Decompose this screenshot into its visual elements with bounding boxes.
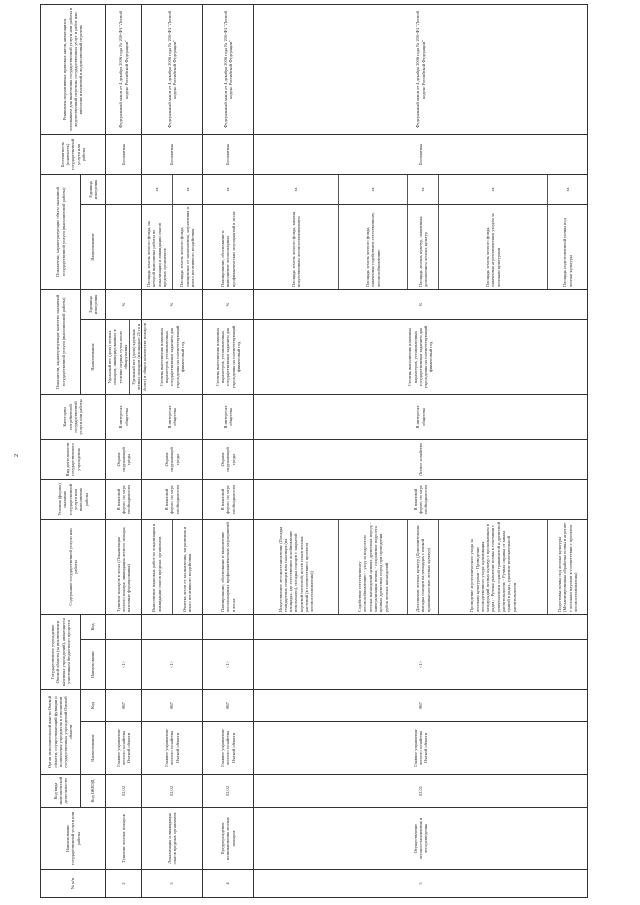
okved-code: 02.02: [106, 775, 142, 808]
header-institution-code: Код: [81, 614, 106, 639]
volume-indicator-cell: [142, 204, 203, 289]
quality-indicator-cell: [203, 319, 254, 394]
free-of-charge: Бесплатная: [203, 134, 254, 174]
volume-unit: га: [225, 187, 231, 192]
header-institution-name: Наименование: [81, 639, 106, 689]
authority-name: Главное управление лесного хозяйства Омской области: [254, 722, 588, 775]
header-conditions: Условия (формы) оказания государственной услуги или выполнения работы: [41, 479, 106, 519]
quality-unit: %: [142, 289, 203, 319]
consumer-category: В интересах общества: [142, 394, 203, 439]
volume-unit: га: [172, 175, 203, 204]
conditions: В плановой форме; по мере необходимости: [142, 479, 203, 519]
volume-indicator: Площадь земель лесного фонда, охваченная содействием естественному лесовозобновлению: [338, 205, 407, 289]
header-service-name: Наименование государственной услуги или работы: [41, 808, 106, 870]
header-authority: Орган исполнительной власти Омской области, осуществляющий функции и полномочия учредителя в отношении государственных учреждений Омской области: [41, 689, 81, 774]
activity-type: Охрана окружающей среды: [142, 439, 203, 479]
header-okved-code: Код ОКВЭД: [81, 775, 106, 808]
content-item: Планирование, обоснование и выполнение лесопожарных профилактических мероприятий в лесах: [220, 522, 236, 612]
volume-indicator: Площадь подготовленной почвы под лесные культуры: [547, 205, 587, 289]
volume-unit-cell: [106, 174, 142, 204]
content-item-cell: [254, 519, 588, 614]
free-of-charge: Бесплатная: [254, 134, 588, 174]
content-item-cell: [142, 519, 203, 614]
institution-name: <1>: [254, 639, 588, 689]
volume-unit-cell: [142, 174, 203, 204]
quality-indicator: Степень выполнения плановых параметров, установленных государственным заданием для учреждения на соответствующий финансовый год: [158, 325, 185, 389]
volume-indicator: Площадь земель лесного фонда, на которой выполнены работы по локализации и ликвидации очагов вредных организмов: [146, 221, 168, 287]
row-number: 4: [203, 870, 254, 898]
volume-unit: га: [338, 175, 407, 204]
service-name: Локализация и ликвидация очагов вредных организмов: [142, 808, 203, 870]
legal-acts: Федеральный закон от 4 декабря 2006 года № 200-ФЗ "Лесной кодекс Российской Федерации": [203, 4, 254, 134]
free-of-charge: Бесплатная: [142, 134, 203, 174]
activity-type: Охрана окружающей среды: [203, 439, 254, 479]
volume-indicator: Площадь земель лесного фонда, очищенных от захламления, загрязнения и иного негативного воздействия: [172, 205, 203, 289]
volume-indicator: [106, 205, 141, 289]
volume-unit: [106, 175, 141, 204]
authority-code: 867: [203, 689, 254, 721]
institution-code: [142, 614, 203, 639]
header-activity: Вид деятельности государственного учреждения: [41, 439, 106, 479]
legal-acts: Федеральный закон от 4 декабря 2006 года № 200-ФЗ "Лесной кодекс Российской Федерации": [254, 4, 588, 134]
header-authority-code: Код: [81, 689, 106, 721]
header-volume-unit: Единица измерения: [81, 174, 106, 204]
service-name: Осуществление лесовосстановления и лесоразведения: [254, 808, 588, 870]
volume-unit: га: [154, 187, 160, 192]
authority-name: Главное управление лесного хозяйства Омской области: [142, 722, 203, 775]
okved-code: 02.02: [203, 775, 254, 808]
institution-code: [203, 614, 254, 639]
content-item: Очистка лесов от захламления, загрязнения и иного негативного воздействия: [172, 520, 203, 614]
okved-code: 02.01: [254, 775, 588, 808]
table-row: [203, 4, 254, 897]
header-quality-name: Наименование: [81, 319, 106, 394]
header-institution: Государственное учреждение Омской области (за исключением казенных учреждений), являющееся участником бюджетного процесса: [41, 614, 81, 689]
header-consumers: Категории потребителей государственной услуги или работы: [41, 394, 106, 439]
content-item: Искусственное лесовосстановление (Посадка стандартных сеянцев или саженцев (на площадях, где естественное возобновление невозможно), посадка сеянцев с закрытой корневой системой; посев семян лесных растений (в соответствии с проектом лесовосстановления)): [277, 526, 315, 612]
content-item: Подготовка почвы под лесные культуры (Механизированная обработка почвы в агрегате с лесными плугами в соответствии с проектом лесовосстановления): [547, 520, 587, 614]
content-item: Дополнение лесных культур (Дополнительная высадка сеянцев на площадях с низкой приживаемостью лесных культур): [407, 520, 438, 614]
row-number: 2: [106, 870, 142, 898]
content-item: Проведение агротехнического ухода за лесными культурами - Проведение лесоводственного ухода: культивация междурядий лесных культур с пропольником в рядах; - Ручная рыхление почвы в сочетании с уничтожением сорной травянистой и древесной растительности; - Ручная оправка от завала травой в рядах, удаление нежелательной растительности: [438, 520, 548, 614]
legal-acts: Федеральный закон от 4 декабря 2006 года № 200-ФЗ "Лесной кодекс Российской Федерации": [142, 4, 203, 134]
header-quality-unit: Единица измерения: [81, 289, 106, 319]
content-item-cell: [203, 519, 254, 614]
conditions: В плановой форме; по мере необходимости: [254, 479, 588, 519]
institution-code: [254, 614, 588, 639]
volume-indicator: Планирование, обоснование и выполнение лесопожарных профилактических мероприятий в лесах: [220, 211, 236, 287]
header-authority-name: Наименование: [81, 722, 106, 775]
activity-type: Охрана окружающей среды: [106, 439, 142, 479]
header-content: Содержание государственной услуги или работы: [41, 519, 106, 614]
services-table: [40, 4, 588, 898]
service-name: Тушение лесных пожаров: [106, 808, 142, 870]
authority-name: Главное управление лесного хозяйства Омской области: [203, 722, 254, 775]
volume-indicator-cell: [254, 204, 588, 289]
volume-indicator-cell: [106, 204, 142, 289]
quality-unit: %: [106, 289, 142, 319]
header-acts: Реквизиты нормативных правовых актов, являющихся основанием для включения государственной услуги или работы в ведомственный перечень государственных услуг и работ или внесения изменений в ведомственный перечень: [41, 4, 106, 134]
consumer-category: В интересах общества: [254, 394, 588, 439]
header-free: Бесплатность (платность) государственной услуги или работы: [41, 134, 106, 174]
row-number: 5: [254, 870, 588, 898]
institution-name: <1>: [142, 639, 203, 689]
volume-indicator: Площадь земель лесного фонда, занятая искусственным лесовосстановлением: [290, 211, 301, 287]
volume-indicator-cell: [203, 204, 254, 289]
table-row: [142, 4, 203, 897]
volume-unit-cell: [254, 174, 588, 204]
header-num: № п/п: [41, 870, 106, 898]
institution-name: <1>: [106, 639, 142, 689]
institution-code: [106, 614, 142, 639]
consumer-category: В интересах общества: [106, 394, 142, 439]
quality-indicator-cell: [106, 319, 147, 394]
volume-indicator: Площадь лесных культур, охваченная дополнением лесных культур: [407, 205, 438, 289]
authority-code: 867: [106, 689, 142, 721]
volume-unit: га: [293, 187, 299, 192]
volume-unit-cell: [203, 174, 254, 204]
content-item: Выполнение плановых работ по локализации и ликвидации очагов вредных организмов: [151, 523, 162, 612]
header-quality: Показатели, характеризующие качество оказанной государственной услуги (выполненной работы): [41, 289, 81, 394]
volume-unit: га: [407, 175, 438, 204]
quality-unit: %: [203, 289, 254, 319]
volume-unit: га: [438, 175, 548, 204]
quality-indicator: Удельный вес (доля) лесных пожаров, ликвидированных в течение первых суток после обнаружения: [107, 329, 128, 385]
legal-acts: Федеральный закон от 4 декабря 2006 года № 200-ФЗ "Лесной кодекс Российской Федерации": [106, 4, 142, 134]
authority-name: Главное управление лесного хозяйства Омской области: [106, 722, 142, 775]
header-volume-name: Наименование: [81, 204, 106, 289]
service-name: Предупреждение возникновения лесных пожаров: [203, 808, 254, 870]
content-item: Содействие естественному лесовозобновлению: - уход за подростом лесных насаждений ценных древесных пород; - минерализация почвы; - сохранение подроста ценных древесных пород при проведении рубок лесных насаждений: [338, 520, 407, 614]
free-of-charge: Бесплатная: [106, 134, 142, 174]
quality-indicator: Степень выполнения плановых параметров, установленных государственным заданием для учреждения на соответствующий финансовый год: [214, 325, 241, 389]
conditions: В плановой форме; по мере необходимости: [203, 479, 254, 519]
consumer-category: В интересах общества: [203, 394, 254, 439]
volume-unit: га: [547, 175, 587, 204]
volume-indicator: Площадь земель лесного фонда, охваченная агротехническим уходом за лесными культурами: [438, 205, 548, 289]
institution-name: <1>: [203, 639, 254, 689]
table-row: [254, 4, 588, 897]
quality-indicator-cell: [254, 319, 588, 394]
authority-code: 867: [142, 689, 203, 721]
row-number: 3: [142, 870, 203, 898]
header-okved: Код вида экономической деятельности: [41, 775, 81, 808]
quality-unit: %: [254, 289, 588, 319]
conditions: В плановой форме; по мере необходимости: [106, 479, 142, 519]
content-item: Тушение пожаров в лесах (Локализация лесного пожара; ликвидация лесного пожара; наземные формирования): [115, 526, 132, 612]
header-volume: Показатели, характеризующие объем оказанной государственной услуги (выполненной работы): [41, 174, 81, 289]
table-row: [106, 4, 142, 897]
authority-code: 867: [254, 689, 588, 721]
activity-type: Лесное хозяйство: [254, 439, 588, 479]
quality-indicator-cell: [142, 319, 203, 394]
content-item-cell: [106, 519, 142, 614]
okved-code: 02.02: [142, 775, 203, 808]
quality-indicator: Степень выполнения плановых параметров, установленных государственным заданием для учреждения на соответствующий финансовый год: [407, 325, 434, 389]
page-number: 2: [14, 454, 20, 457]
quality-indicator: Удельный вес (доля) крупных лесных пожаров (площадью 25 га и более) в общем количестве пожаров: [129, 320, 148, 394]
